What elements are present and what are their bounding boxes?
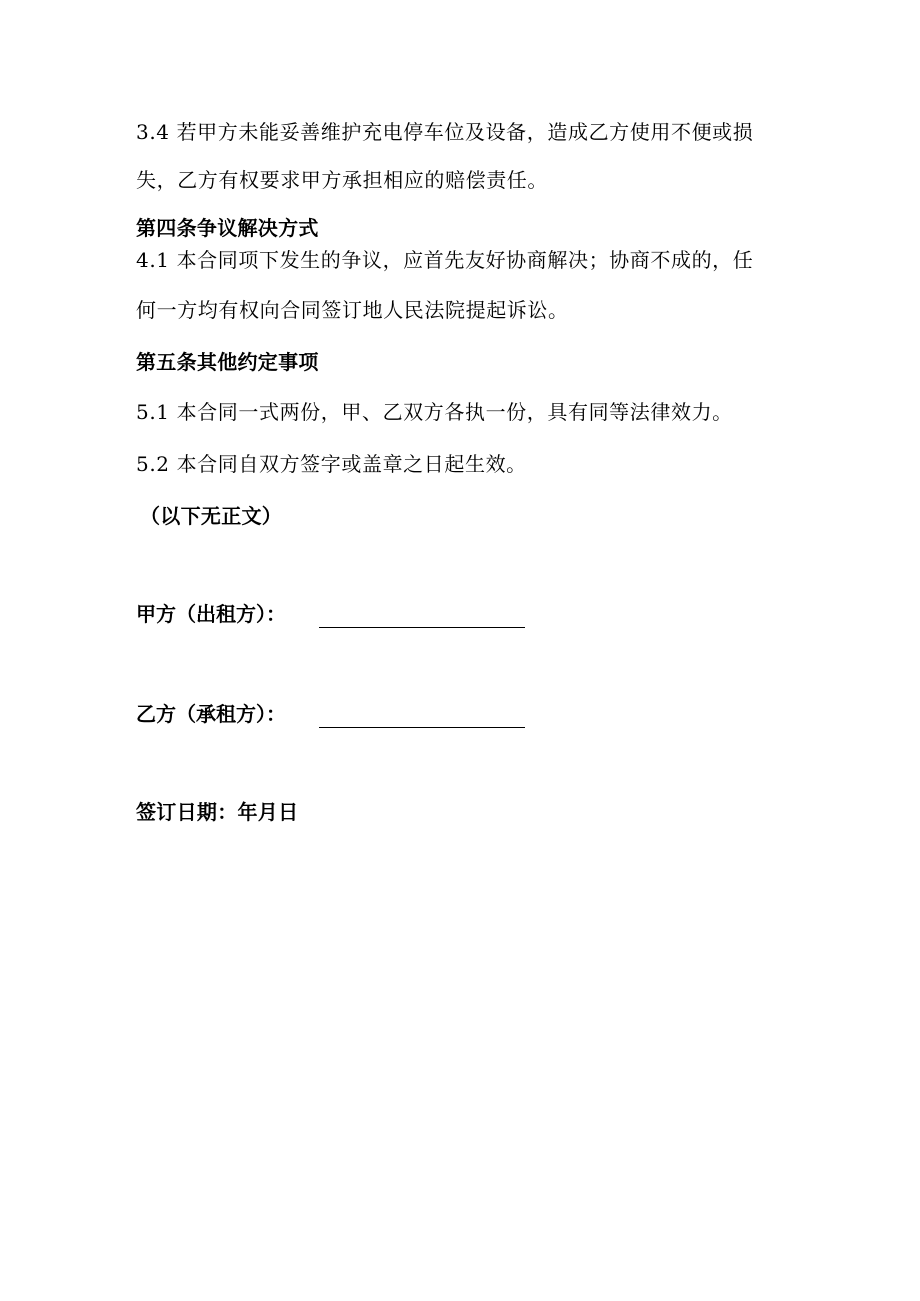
- signing-date: 签订日期：年月日: [136, 800, 299, 824]
- party-a-label: 甲方（出租方）：: [136, 602, 286, 626]
- end-of-text-note: （以下无正文）: [140, 504, 283, 528]
- clause-4-1-line-1: 4.1 本合同项下发生的争议，应首先友好协商解决；协商不成的，任: [136, 248, 754, 272]
- clause-5-heading: 第五条其他约定事项: [136, 350, 319, 374]
- clause-3-4-line-2: 失，乙方有权要求甲方承担相应的赔偿责任。: [136, 168, 548, 192]
- party-b-label: 乙方（承租方）：: [136, 702, 286, 726]
- clause-5-2: 5.2 本合同自双方签字或盖章之日起生效。: [136, 452, 527, 476]
- clause-3-4-line-1: 3.4 若甲方未能妥善维护充电停车位及设备，造成乙方使用不便或损: [136, 120, 754, 144]
- party-b-signature-row: [136, 700, 286, 730]
- clause-5-1: 5.1 本合同一式两份，甲、乙双方各执一份，具有同等法律效力。: [136, 400, 733, 424]
- party-a-signature-row: [136, 600, 286, 630]
- party-a-signature-line: [319, 627, 525, 628]
- party-b-signature-line: [319, 727, 525, 728]
- clause-4-1-line-2: 何一方均有权向合同签订地人民法院提起诉讼。: [136, 298, 569, 322]
- clause-4-heading: 第四条争议解决方式: [136, 216, 319, 240]
